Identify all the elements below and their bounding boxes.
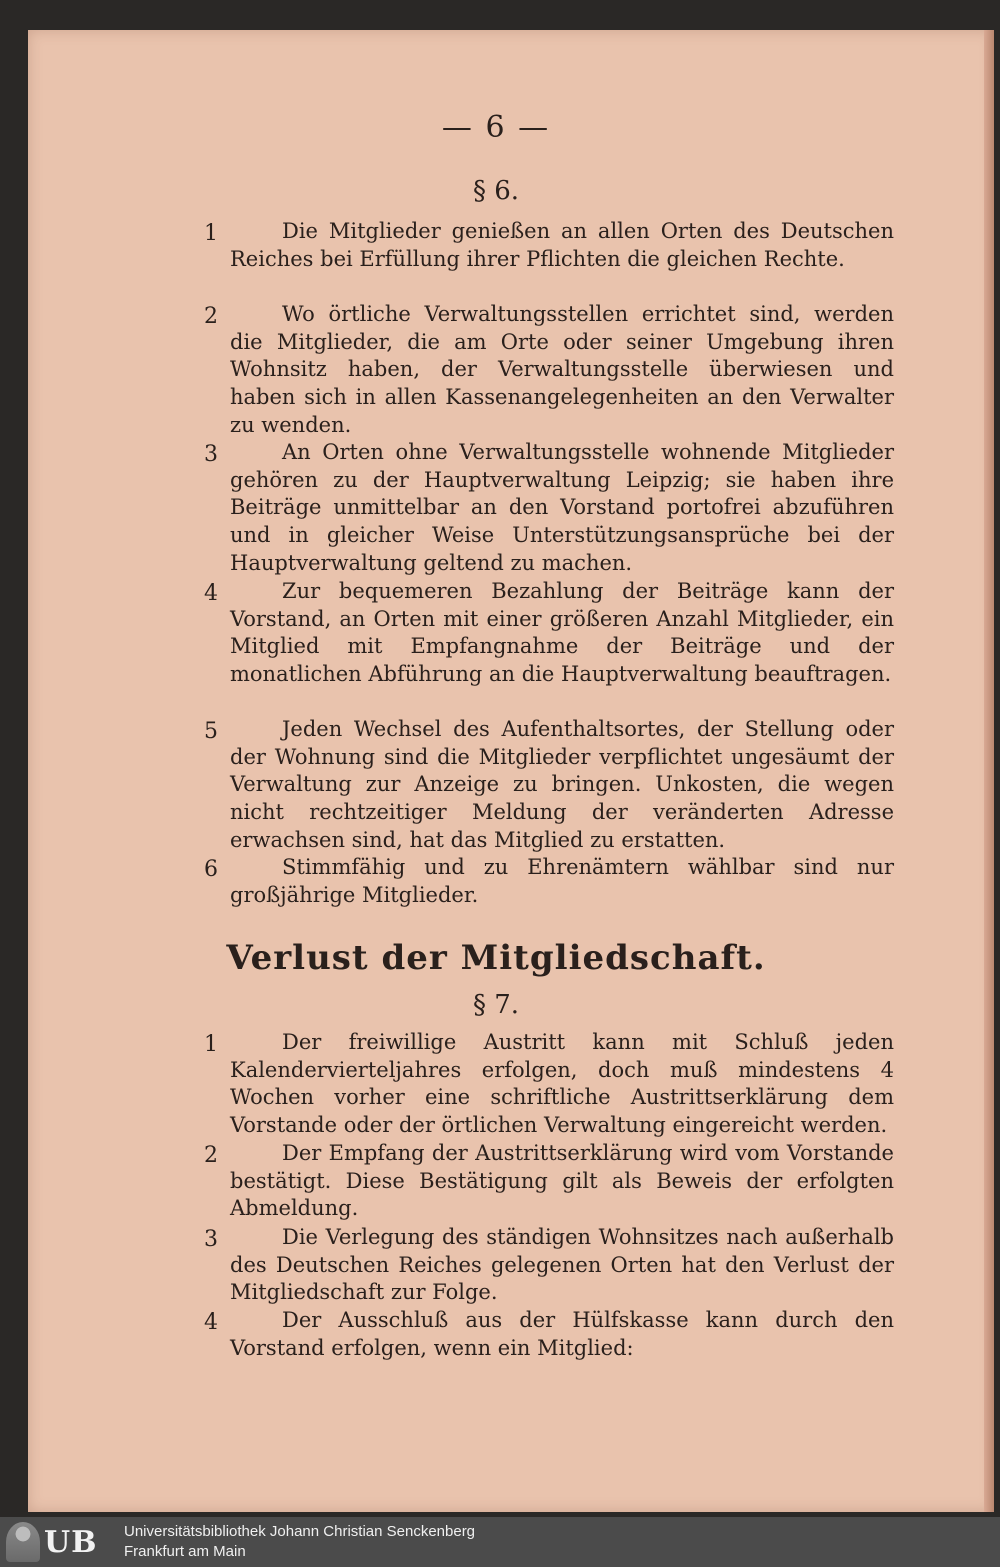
library-name-line1: Universitätsbibliothek Johann Christian Senckenberg [124, 1523, 476, 1540]
paragraph-number: 5 [204, 719, 218, 744]
paragraph-text: Jeden Wechsel des Aufenthaltsortes, der Stellung oder der Wohnung sind die Mitglieder verpflichtet ungesäumt der Verwaltung zur Anzeige zu bringen. Unkosten, die wegen nicht rechtzeitiger Meldung der veränderten Adresse erwachsen sind, hat das Mitglied zu erstatten. [230, 717, 894, 852]
paragraph-number: 1 [204, 221, 218, 246]
paragraph-number: 2 [204, 1143, 218, 1168]
paragraph-number: 4 [204, 1310, 218, 1335]
paragraph-number: 1 [204, 1032, 218, 1057]
paragraph-text: An Orten ohne Verwaltungsstelle wohnende Mitglieder gehören zu der Hauptverwaltung Leipzig; sie haben ihre Beiträge unmittelbar an den Vorstand portofrei abzuführen und in gleicher Weise Unterstützungsansprüche bei der Hauptverwaltung geltend zu machen. [230, 440, 894, 575]
library-footer [0, 1517, 1000, 1567]
logo-text: UB [44, 1524, 98, 1560]
paragraph-number: 2 [204, 304, 218, 329]
library-name [124, 1522, 475, 1562]
paragraph-number: 3 [204, 1227, 218, 1252]
section-7-mark: § 7. [472, 990, 520, 1020]
paragraph-text: Der Empfang der Austrittserklärung wird vom Vorstande bestätigt. Diese Bestätigung gilt als Beweis der erfolgten Abmeldung. [230, 1141, 894, 1221]
paragraph-text: Zur bequemeren Bezahlung der Beiträge kann der Vorstand, an Orten mit einer größeren Anzahl Mitglieder, ein Mitglied mit Empfangnahme der Beiträge und der monatlichen Abführung an die Hauptverwaltung beauftragen. [230, 579, 894, 687]
paragraph-text: Stimmfähig und zu Ehrenämtern wählbar sind nur großjährige Mitglieder. [230, 855, 894, 907]
paragraph-number: 6 [204, 857, 218, 882]
paragraph-number: 3 [204, 442, 218, 467]
book-page [28, 30, 994, 1512]
paragraph-text: Die Verlegung des ständigen Wohnsitzes nach außerhalb des Deutschen Reiches gelegenen Orten hat den Verlust der Mitgliedschaft zur Folge. [230, 1225, 894, 1305]
paragraph-text: Die Mitglieder genießen an allen Orten des Deutschen Reiches bei Erfüllung ihrer Pflichten die gleichen Rechte. [230, 219, 894, 271]
library-logo [6, 1521, 116, 1563]
page-text [28, 30, 994, 1512]
senckenberg-portrait-icon [6, 1522, 40, 1562]
library-name-line2: Frankfurt am Main [124, 1543, 246, 1560]
paragraph-number: 4 [204, 581, 218, 606]
section-6-mark: § 6. [472, 176, 520, 206]
paragraph-text: Der freiwillige Austritt kann mit Schluß jeden Kalendervierteljahres erfolgen, doch muß mindestens 4 Wochen vorher eine schriftliche Austrittserklärung dem Vorstande oder der örtlichen Verwaltung eingereicht werden. [230, 1030, 894, 1138]
section-heading: Verlust der Mitgliedschaft. [226, 938, 766, 978]
page-number: — 6 — [441, 110, 551, 145]
paragraph-text: Der Ausschluß aus der Hülfskasse kann durch den Vorstand erfolgen, wenn ein Mitglied: [230, 1308, 894, 1360]
paragraph-text: Wo örtliche Verwaltungsstellen errichtet sind, werden die Mitglieder, die am Orte oder seiner Umgebung ihren Wohnsitz haben, der Verwaltungsstelle überwiesen und haben sich in allen Kassenangelegenheiten an den Verwalter zu wenden. [230, 302, 894, 437]
